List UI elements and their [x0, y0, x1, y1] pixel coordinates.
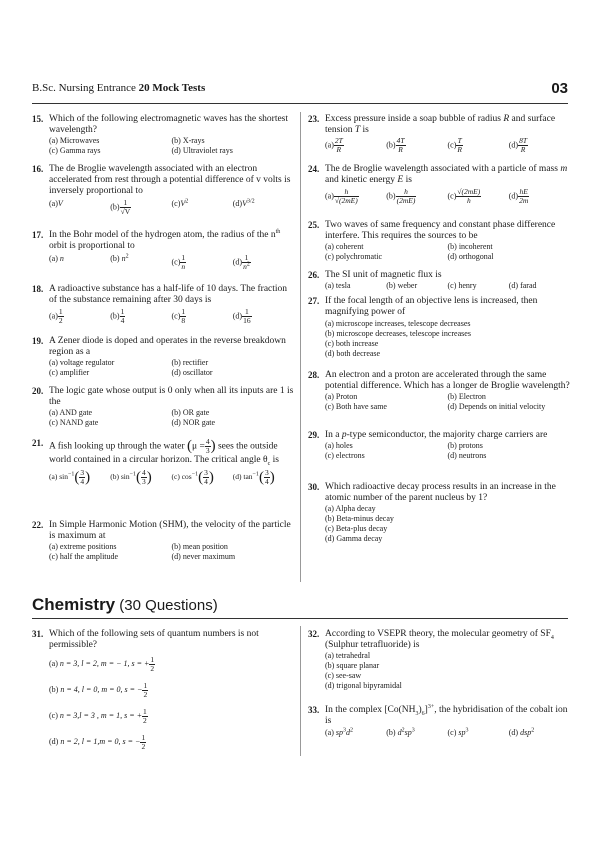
option: (d) orthogonal	[447, 252, 494, 261]
question-27: 27. If the focal length of an objective lens is increased, then magnifying power of (a) microscope increases, telescope decreases (b) microscope decreases, telescope increases (c) both increase (d) both decrease	[308, 296, 570, 370]
option: (a) tesla	[325, 281, 351, 290]
question-32: 32. According to VSEPR theory, the molecular geometry of $SF_4$ (Sulphur tetrafluoride) is (a) tetrahedral (b) square planar (c) see-saw (d) trigonal bipyramidal	[308, 629, 570, 705]
right-column	[308, 114, 570, 548]
option: (b) weber	[386, 281, 418, 290]
option: (b) OR gate	[171, 408, 210, 417]
page-header	[32, 82, 568, 98]
option: (b) square planar	[325, 661, 380, 670]
option: (a) $\frac{2T}{R}$	[325, 136, 343, 154]
option: (a) $\frac{1}{2}$	[49, 307, 63, 325]
option: (a) tetrahedral	[325, 651, 371, 660]
option: (b) $n^2$	[110, 253, 129, 263]
option: (d) NOR gate	[171, 418, 216, 427]
option: (b) mean position	[171, 542, 228, 551]
question-24: 24. The de Broglie wavelength associated with a particle of mass m and kinetic energy E is (a) $\frac{h}{√(2mE)}$ (b) $\frac{h}{(2mE)}$ (c) $\frac{√(2mE)}{h}$ (d) $\frac{hE}{2m}$	[308, 164, 570, 220]
option: (b) microscope decreases, telescope increases	[325, 329, 471, 338]
option: (c) Gamma rays	[49, 146, 101, 155]
question-15: 15. Which of the following electromagnetic waves has the shortest wavelength? (a) Microwaves (b) X-rays (c) Gamma rays (d) Ultraviolet rays	[32, 114, 294, 164]
option: (a) voltage regulator	[49, 358, 115, 367]
option: (a) coherent	[325, 242, 364, 251]
option: (b) Beta-minus decay	[325, 514, 394, 523]
section-rule	[32, 618, 568, 619]
question-21: 21. A fish looking up through the water (μ = $\frac{4}{3}$ ) sees the outside world contained in a circular horizon. The critical angle $\theta_c$ is (a) $\sin^{-1}$( $\frac{3}{4}$ ) (b) $\sin^{-1}$( $\frac{4}{3}$ ) (c) $\cos^{-1}$( $\frac{3}{4}$ ) (d) $\tan^{-1}$( $\frac{3}{4}$ )	[32, 438, 294, 520]
option: (c) henry	[447, 281, 477, 290]
option: $(d)V^{3/2}$	[232, 198, 255, 208]
option: (d) Gamma decay	[325, 534, 383, 543]
question-26: 26. The SI unit of magnetic flux is (a) tesla (b) weber (c) henry (d) farad	[308, 270, 570, 296]
option: (a) microscope increases, telescope decreases	[325, 319, 471, 328]
question-18: 18. A radioactive substance has a half-life of 10 days. The fraction of the substance remaining after 30 days is (a) $\frac{1}{2}$ (b) $\frac{1}{4}$ (c) $\frac{1}{8}$ (d) $\frac{1}{16}$	[32, 284, 294, 336]
question-16: 16. The de Broglie wavelength associated with an electron accelerated from rest through a potential difference of v volts is inversely proportional to (a)V (b) $\frac{1}{√V}$ $(c)V^2$ $(d)V^{3/2}$	[32, 164, 294, 230]
option: (c) see-saw	[325, 671, 362, 680]
option: (b) n = 4, l = 0, m = 0, s = − $\frac{1}{2}$	[49, 680, 148, 699]
option: (a) extreme positions	[49, 542, 117, 551]
section-heading-chemistry: Chemistry (30 Questions)	[32, 595, 218, 614]
question-33: 33. In the complex $[Co(NH_3)_6]^{3+}$, the hybridisation of the cobalt ion is (a) $sp^3d^2$ (b) $d^2sp^3$ (c) $sp^3$ (d) dsp$^2$	[308, 705, 570, 738]
option: (a) holes	[325, 441, 353, 450]
option: (c) both increase	[325, 339, 379, 348]
option: (a) $\frac{h}{√(2mE)}$	[325, 187, 358, 205]
option: (d) trigonal bipyramidal	[325, 681, 402, 690]
option: (c) polychromatic	[325, 252, 383, 261]
option: (d) $\frac{hE}{2m}$	[508, 187, 529, 205]
left-column	[32, 114, 294, 570]
option: (d) Depends on initial velocity	[447, 402, 546, 411]
option: (a) Alpha decay	[325, 504, 376, 513]
option: (c) half the amplitude	[49, 552, 119, 561]
option: (d) never maximum	[171, 552, 236, 561]
question-22: 22. In Simple Harmonic Motion (SHM), the velocity of the particle is maximum at (a) extreme positions (b) mean position (c) half the amplitude (d) never maximum	[32, 520, 294, 570]
option: (b) $\frac{1}{4}$	[110, 307, 125, 325]
column-divider	[300, 626, 301, 756]
option: (c) $\cos^{-1}$( $\frac{3}{4}$ )	[171, 468, 214, 486]
option: (d) $\tan^{-1}$( $\frac{3}{4}$ )	[232, 468, 275, 486]
option: (a)V	[49, 199, 63, 208]
option: (d) Ultraviolet rays	[171, 146, 233, 155]
option: (b) $d^2sp^3$	[386, 727, 415, 737]
page-number: 03	[551, 80, 568, 97]
question-17: 17. In the Bohr model of the hydrogen atom, the radius of the $n^{th}$ orbit is proportional to (a) n (b) $n^2$ (c) $\frac{1}{n}$ (d) $\frac{1}{n^2}$	[32, 230, 294, 284]
option: (c) Both have same	[325, 402, 387, 411]
question-19: 19. A Zener diode is doped and operates in the reverse breakdown region as a (a) voltage regulator (b) rectifier (c) amplifier (d) oscillator	[32, 336, 294, 386]
option: (d) oscillator	[171, 368, 213, 377]
header-rule	[32, 103, 568, 104]
option: (c) $\frac{√(2mE)}{h}$	[447, 187, 481, 205]
option: (d) neutrons	[447, 451, 487, 460]
option: (c) $\frac{T}{R}$	[447, 136, 462, 154]
option: (c) n = 3,l = 3 , m = 1, s = + $\frac{1}{2}$	[49, 706, 147, 725]
option: (a) n	[49, 254, 64, 263]
option: (c) $\frac{1}{n}$	[171, 253, 186, 271]
option: (b) incoherent	[447, 242, 493, 251]
chem-right-column	[308, 629, 570, 738]
option: (d) n = 2, l = 1,m = 0, s = − $\frac{1}{2}$	[49, 732, 146, 751]
option: (b) Electron	[447, 392, 486, 401]
option: (c) NAND gate	[49, 418, 99, 427]
option: (a) Microwaves	[49, 136, 100, 145]
option: (a) AND gate	[49, 408, 93, 417]
option: (b) $\frac{1}{√V}$	[110, 198, 131, 216]
option: (a) $sp^3d^2$	[325, 727, 354, 737]
option: (a) n = 3, l = 2, m = − 1, s = + $\frac{1}{2}$	[49, 654, 155, 673]
question-29: 29. In a p-type semiconductor, the majority charge carriers are (a) holes (b) protons (c) electrons (d) neutrons	[308, 430, 570, 482]
option: (b) $\frac{h}{(2mE)}$	[386, 187, 416, 205]
option: (c) $sp^3$	[447, 727, 469, 737]
option: (c) electrons	[325, 451, 365, 460]
option: (b) $\frac{4T}{R}$	[386, 136, 405, 154]
option: (d) both decrease	[325, 349, 381, 358]
option: (c) Beta-plus decay	[325, 524, 388, 533]
option: (d) dsp$^2$	[508, 727, 535, 737]
question-30: 30. Which radioactive decay process results in an increase in the atomic number of the parent nucleus by 1? (a) Alpha decay (b) Beta-minus decay (c) Beta-plus decay (d) Gamma decay	[308, 482, 570, 548]
question-25: 25. Two waves of same frequency and constant phase difference interfere. This requires the sources to be (a) coherent (b) incoherent (c) polychromatic (d) orthogonal	[308, 220, 570, 270]
option: (d) farad	[508, 281, 537, 290]
option: (c) $\frac{1}{8}$	[171, 307, 186, 325]
question-23: 23. Excess pressure inside a soap bubble of radius R and surface tension T is (a) $\frac{2T}{R}$ (b) $\frac{4T}{R}$ (c) $\frac{T}{R}$ (d) $\frac{8T}{R}$	[308, 114, 570, 164]
question-28: 28. An electron and a proton are accelerated through the same potential difference. Which has a longer de Broglie wavelength? (a) Proton (b) Electron (c) Both have same (d) Depends on initial velocity	[308, 370, 570, 411]
option: (c) amplifier	[49, 368, 90, 377]
option: (d) $\frac{8T}{R}$	[508, 136, 527, 154]
question-31: 31. Which of the following sets of quantum numbers is not permissible? (a) n = 3, l = 2, m = − 1, s = + $\frac{1}{2}$ (b) n = 4, l = 0, m = 0, s = − $\frac{1}{2}$ (c) n = 3,l = 3 , m = 1, s = + $\frac{1}{2}$ (d) n = 2, l = 1,m = 0, s = − $\frac{1}{2}$	[32, 629, 294, 755]
column-divider	[300, 112, 301, 582]
option: (b) rectifier	[171, 358, 209, 367]
option: (b) X-rays	[171, 136, 205, 145]
option: (a) $\sin^{-1}$( $\frac{3}{4}$ )	[49, 468, 91, 486]
option: (b) $\sin^{-1}$( $\frac{4}{3}$ )	[110, 468, 152, 486]
option: $(c)V^2$	[171, 198, 189, 208]
book-title: B.Sc. Nursing Entrance 20 Mock Tests	[32, 82, 206, 94]
chem-left-column	[32, 629, 294, 755]
question-20: 20. The logic gate whose output is 0 only when all its inputs are 1 is the (a) AND gate (b) OR gate (c) NAND gate (d) NOR gate	[32, 386, 294, 427]
option: (d) $\frac{1}{16}$	[232, 307, 251, 325]
option: (b) protons	[447, 441, 483, 450]
option: (d) $\frac{1}{n^2}$	[232, 253, 250, 271]
option: (a) Proton	[325, 392, 358, 401]
